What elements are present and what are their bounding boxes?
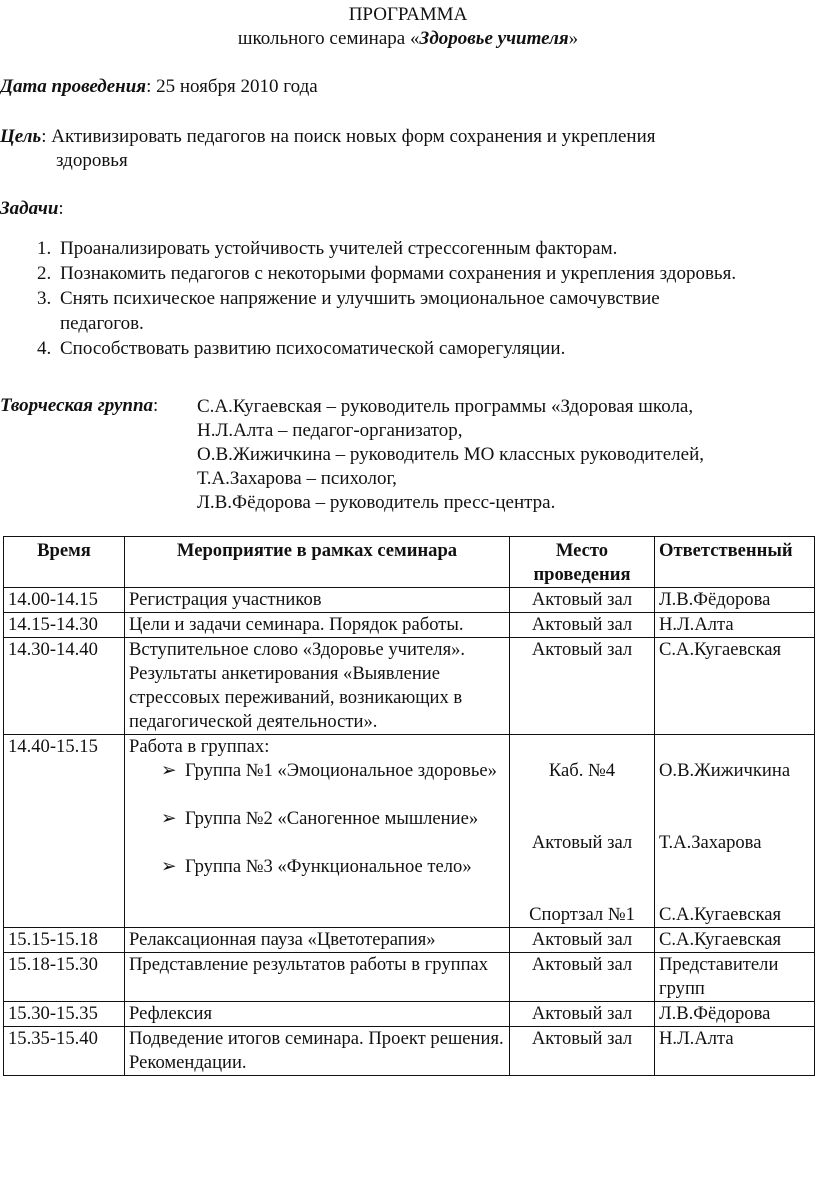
- cell-place: Актовый зал: [510, 1002, 655, 1027]
- arrow-bullet-icon: ➢: [161, 760, 177, 781]
- goal-text-line2: здоровья: [56, 150, 128, 171]
- group-name: Группа №1 «Эмоциональное здоровье»: [185, 760, 497, 781]
- cell-time: 14.00-14.15: [4, 588, 125, 613]
- cell-time: 15.35-15.40: [4, 1027, 125, 1076]
- group-place: Спортзал №1: [529, 904, 635, 925]
- table-row: [4, 588, 815, 613]
- cell-place: Актовый зал: [510, 953, 655, 1002]
- cell-responsible-groups: [655, 735, 815, 928]
- team-member: Н.Л.Алта – педагог-организатор,: [197, 420, 463, 441]
- group-responsible: О.В.Жижичкина: [659, 760, 791, 781]
- table-row: [4, 928, 815, 953]
- table-row: [4, 613, 815, 638]
- cell-place: Актовый зал: [510, 613, 655, 638]
- cell-responsible: Л.В.Фёдорова: [655, 1002, 815, 1027]
- task-item: 4. Способствовать развитию психосоматической саморегуляции.: [56, 336, 816, 361]
- cell-time: 15.15-15.18: [4, 928, 125, 953]
- cell-place: Актовый зал: [510, 928, 655, 953]
- cell-event: Цели и задачи семинара. Порядок работы.: [125, 613, 510, 638]
- cell-responsible: Н.Л.Алта: [655, 613, 815, 638]
- col-header-responsible: Ответственный: [655, 537, 815, 588]
- arrow-bullet-icon: ➢: [161, 808, 177, 829]
- subtitle-suffix: »: [568, 28, 579, 49]
- table-row: [4, 735, 815, 928]
- tasks-label: Задачи: [0, 198, 59, 219]
- cell-time: 14.30-14.40: [4, 638, 125, 735]
- task-item: 1. Проанализировать устойчивость учителей стрессогенным факторам.: [56, 236, 816, 261]
- cell-place: Актовый зал: [510, 1027, 655, 1076]
- cell-event: Подведение итогов семинара. Проект решения. Рекомендации.: [125, 1027, 510, 1076]
- cell-responsible: Н.Л.Алта: [655, 1027, 815, 1076]
- col-header-place: Место проведения: [510, 537, 655, 588]
- cell-place: Актовый зал: [510, 638, 655, 735]
- table-header-row: [4, 537, 815, 588]
- group-name: Группа №3 «Функциональное тело»: [185, 856, 472, 877]
- date-value: : 25 ноября 2010 года: [146, 76, 318, 97]
- subtitle-emphasis: Здоровье учителя: [419, 28, 569, 49]
- group-item: [129, 807, 505, 831]
- goal-text-line1: : Активизировать педагогов на поиск новых форм сохранения и укрепления: [41, 126, 656, 147]
- team-member: Л.В.Фёдорова – руководитель пресс-центра.: [197, 492, 556, 513]
- cell-event: Вступительное слово «Здоровье учителя». Результаты анкетирования «Выявление стрессовых переживаний, возникающих в педагогической деятельности».: [125, 638, 510, 735]
- table-row: [4, 1027, 815, 1076]
- cell-event: Представление результатов работы в группах: [125, 953, 510, 1002]
- cell-event: Рефлексия: [125, 1002, 510, 1027]
- groups-list: [129, 759, 505, 879]
- group-name: Группа №2 «Саногенное мышление»: [185, 808, 479, 829]
- table-row: [4, 1002, 815, 1027]
- col-header-event: Мероприятие в рамках семинара: [125, 537, 510, 588]
- date-label: Дата проведения: [0, 76, 147, 97]
- group-responsible: С.А.Кугаевская: [659, 904, 782, 925]
- table-row: [4, 638, 815, 735]
- cell-place: Актовый зал: [510, 588, 655, 613]
- group-item: [129, 759, 505, 783]
- cell-event-groups: [125, 735, 510, 928]
- group-responsible: Т.А.Захарова: [659, 832, 762, 853]
- cell-time: 14.15-14.30: [4, 613, 125, 638]
- cell-time: 14.40-15.15: [4, 735, 125, 928]
- cell-place-groups: [510, 735, 655, 928]
- date-line: [0, 76, 318, 98]
- cell-event: Работа в группах:: [129, 736, 270, 757]
- table-row: [4, 953, 815, 1002]
- team-member: С.А.Кугаевская – руководитель программы «Здоровая школа,: [197, 396, 694, 417]
- arrow-bullet-icon: ➢: [161, 856, 177, 877]
- cell-time: 15.30-15.35: [4, 1002, 125, 1027]
- team-members: [197, 395, 704, 515]
- goal-line: [0, 126, 656, 148]
- task-item: 2. Познакомить педагогов с некоторыми формами сохранения и укрепления здоровья.: [56, 261, 816, 286]
- team-member: Т.А.Захарова – психолог,: [197, 468, 397, 489]
- cell-responsible: С.А.Кугаевская: [655, 928, 815, 953]
- program-title: ПРОГРАММА: [348, 4, 468, 25]
- team-label-line: Творческая группа:: [0, 395, 159, 416]
- cell-responsible: С.А.Кугаевская: [655, 638, 815, 735]
- tasks-list: [26, 236, 816, 361]
- goal-label: Цель: [0, 126, 42, 147]
- team-member: О.В.Жижичкина – руководитель МО классных руководителей,: [197, 444, 704, 465]
- cell-event: Регистрация участников: [125, 588, 510, 613]
- subtitle-prefix: школьного семинара «: [237, 28, 420, 49]
- group-place: Актовый зал: [531, 832, 633, 853]
- cell-responsible: Представители групп: [655, 953, 815, 1002]
- team-label: Творческая группа: [0, 395, 154, 416]
- tasks-heading: Задачи:: [0, 198, 64, 219]
- schedule-table: [3, 536, 815, 1076]
- group-item: [129, 855, 505, 879]
- cell-responsible: Л.В.Фёдорова: [655, 588, 815, 613]
- cell-time: 15.18-15.30: [4, 953, 125, 1002]
- cell-event: Релаксационная пауза «Цветотерапия»: [125, 928, 510, 953]
- col-header-time: Время: [4, 537, 125, 588]
- group-place: Каб. №4: [548, 760, 616, 781]
- task-item: 3. Снять психическое напряжение и улучшить эмоциональное самочувствие педагогов.: [56, 286, 700, 336]
- program-subtitle: [0, 28, 816, 50]
